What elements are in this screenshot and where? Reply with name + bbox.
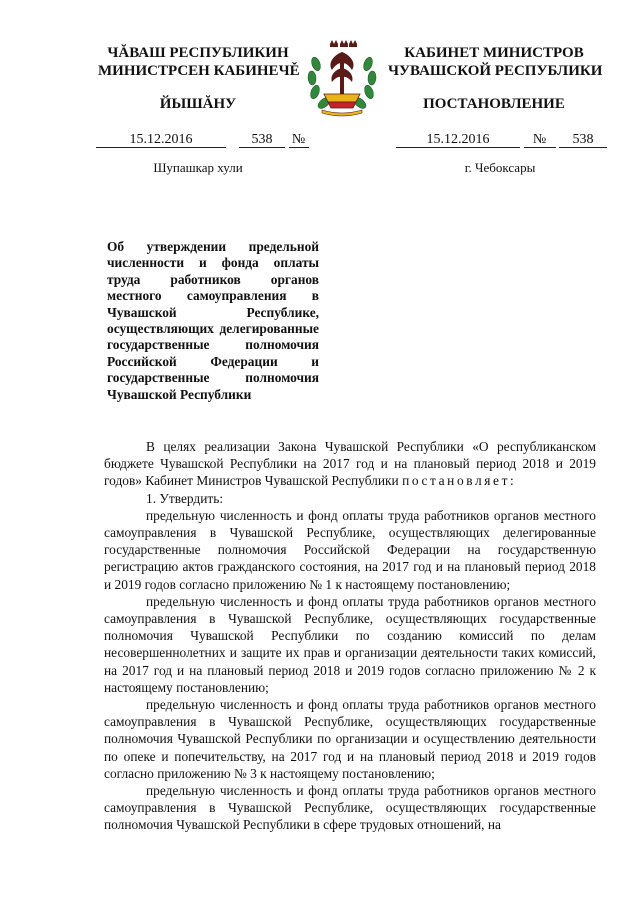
- item-1: 1. Утвердить:: [146, 490, 224, 506]
- right-header-line1: КАБИНЕТ МИНИСТРОВ: [404, 45, 584, 61]
- left-date: 15.12.2016: [96, 132, 226, 148]
- right-date: 15.12.2016: [396, 132, 520, 148]
- header-right: [388, 44, 603, 80]
- body-paragraph-4: предельную численность и фонд оплаты труда работников органов местного самоуправления в Чувашской Республике, осуществляющих государственные полномочия Чувашской Республики в сфере трудовых отношений, на: [104, 783, 596, 833]
- right-number-sign: №: [524, 132, 556, 148]
- left-date-number-line: [96, 132, 309, 148]
- document-body: [104, 438, 596, 834]
- left-header-line1: ЧĂВАШ РЕСПУБЛИКИН: [107, 45, 289, 61]
- header-left: [98, 44, 298, 80]
- body-paragraph-3: предельную численность и фонд оплаты труда работников органов местного самоуправления в Чувашской Республике, осуществляющих государственные полномочия Чувашской Республики по организации и осуществлению деятельности по опеке и попечительству, на 2017 год и на плановый период 2018 и 2019 годов согласно приложению № 3 к настоящему постановлению;: [104, 697, 596, 781]
- left-number: 538: [239, 132, 285, 148]
- right-header-line2: ЧУВАШСКОЙ РЕСПУБЛИКИ: [388, 63, 603, 79]
- intro-paragraph: [104, 438, 596, 490]
- left-header-line2: МИНИСТРСЕН КАБИНЕЧĚ: [98, 63, 300, 79]
- intro-text: В целях реализации Закона Чувашской Республики «О республиканском бюджете Чувашской Республики на 2017 год и на плановый период 2018 и 2019 годов» Кабинет Министров Чувашской Республики: [104, 439, 596, 489]
- right-date-number-line: [396, 132, 607, 148]
- right-number: 538: [559, 132, 607, 148]
- right-doc-type: ПОСТАНОВЛЕНИЕ: [423, 96, 565, 112]
- decree-word: постановляет:: [402, 473, 517, 489]
- body-paragraph-2: предельную численность и фонд оплаты труда работников органов местного самоуправления в Чувашской Республике, осуществляющих государственные полномочия Чувашской Республики по созданию комиссий по делам несовершеннолетних и защите их прав и организации деятельности таких комиссий, на 2017 год и на плановый период 2018 и 2019 годов согласно приложению № 2 к настоящему постановлению;: [104, 593, 596, 695]
- right-city: г. Чебоксары: [464, 160, 536, 175]
- left-city: Шупашкар хули: [153, 160, 243, 175]
- coat-of-arms-icon: [296, 38, 388, 118]
- coat-of-arms-emblem: [296, 38, 388, 118]
- left-number-sign: №: [289, 132, 309, 148]
- left-doc-type: ЙЫШĂНУ: [159, 96, 237, 112]
- body-paragraph-1: предельную численность и фонд оплаты труда работников органов местного самоуправления в Чувашской Республике, осуществляющих делегированные государственные полномочия Российской Федерации на государственную регистрацию актов гражданского состояния, на 2017 год и на плановый период 2018 и 2019 годов согласно приложению № 1 к настоящему постановлению;: [104, 507, 596, 592]
- document-title: Об утверждении предельной численности и фонда оплаты труда работников органов местного самоуправления в Чувашской Республике, осуществляющих делегированные государственные полномочия Российской Федерации и государственные полномочия Чувашской Республики: [107, 239, 319, 402]
